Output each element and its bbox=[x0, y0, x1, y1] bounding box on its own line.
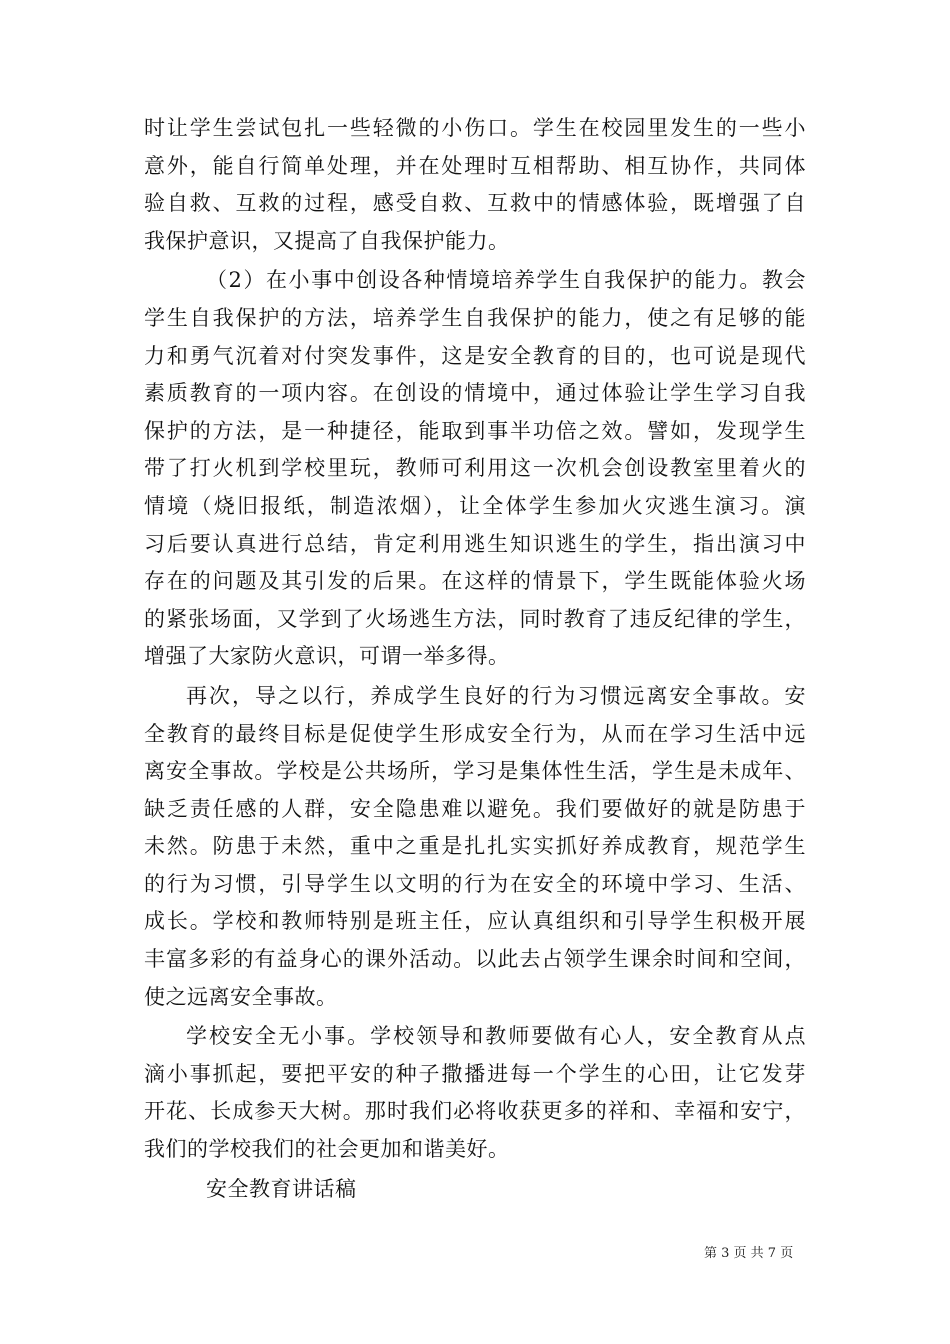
text-line: 增强了大家防火意识，可谓一举多得。 bbox=[144, 644, 510, 669]
text-line: 丰富多彩的有益身心的课外活动。以此去占领学生课余时间和空间， bbox=[144, 947, 806, 972]
text-line: 我们的学校我们的社会更加和谐美好。 bbox=[144, 1137, 510, 1162]
text-line: 验自救、互救的过程，感受自救、互救中的情感体验，既增强了自 bbox=[144, 191, 806, 216]
text-line: 我保护意识，又提高了自我保护能力。 bbox=[144, 228, 510, 253]
text-line: 离安全事故。学校是公共场所，学习是集体性生活，学生是未成年、 bbox=[144, 759, 806, 784]
text-line: 滴小事抓起，要把平安的种子撒播进每一个学生的心田，让它发芽 bbox=[144, 1061, 806, 1086]
text-line: 意外，能自行简单处理，并在处理时互相帮助、相互协作，共同体 bbox=[144, 153, 806, 178]
text-line: 保护的方法，是一种捷径，能取到事半功倍之效。譬如，发现学生 bbox=[144, 418, 806, 443]
text-line: 带了打火机到学校里玩，教师可利用这一次机会创设教室里着火的 bbox=[144, 456, 806, 481]
text-line: 学校安全无小事。学校领导和教师要做有心人，安全教育从点 bbox=[186, 1024, 806, 1049]
text-line: 开花、长成参天大树。那时我们必将收获更多的祥和、幸福和安宁， bbox=[144, 1099, 806, 1124]
paragraph-3 bbox=[144, 678, 806, 1016]
text-line: 力和勇气沉着对付突发事件，这是安全教育的目的，也可说是现代 bbox=[144, 343, 806, 368]
paragraph-5 bbox=[144, 1171, 806, 1209]
text-line: 情境（烧旧报纸，制造浓烟），让全体学生参加火灾逃生演习。演 bbox=[144, 493, 806, 518]
text-line: 全教育的最终目标是促使学生形成安全行为，从而在学习生活中远 bbox=[144, 721, 806, 746]
text-line: 再次，导之以行，养成学生良好的行为习惯远离安全事故。安 bbox=[186, 683, 806, 708]
text-line: 学生自我保护的方法，培养学生自我保护的能力，使之有足够的能 bbox=[144, 305, 806, 330]
text-line: 习后要认真进行总结，肯定利用逃生知识逃生的学生，指出演习中 bbox=[144, 531, 806, 556]
text-line: 时让学生尝试包扎一些轻微的小伤口。学生在校园里发生的一些小 bbox=[144, 116, 806, 140]
paragraph-4 bbox=[144, 1018, 806, 1168]
text-line: （2）在小事中创设各种情境培养学生自我保护的能力。教会 bbox=[206, 268, 806, 293]
text-line: 未然。防患于未然，重中之重是扎扎实实抓好养成教育，规范学生 bbox=[144, 834, 806, 859]
paragraph-2 bbox=[144, 262, 806, 676]
text-line: 存在的问题及其引发的后果。在这样的情景下，学生既能体验火场 bbox=[144, 569, 806, 594]
text-line: 使之远离安全事故。 bbox=[144, 984, 338, 1009]
paragraph-1 bbox=[144, 110, 806, 260]
document-body bbox=[144, 110, 806, 1208]
section-title: 安全教育讲话稿 bbox=[206, 1176, 357, 1201]
page-number: 第 3 页 共 7 页 bbox=[704, 1246, 794, 1261]
text-line: 的行为习惯，引导学生以文明的行为在安全的环境中学习、生活、 bbox=[144, 871, 806, 896]
text-line: 的紧张场面，又学到了火场逃生方法，同时教育了违反纪律的学生， bbox=[144, 606, 806, 631]
text-line: 素质教育的一项内容。在创设的情境中，通过体验让学生学习自我 bbox=[144, 381, 806, 406]
text-line: 成长。学校和教师特别是班主任，应认真组织和引导学生积极开展 bbox=[144, 909, 806, 934]
text-line: 缺乏责任感的人群，安全隐患难以避免。我们要做好的就是防患于 bbox=[144, 796, 806, 821]
